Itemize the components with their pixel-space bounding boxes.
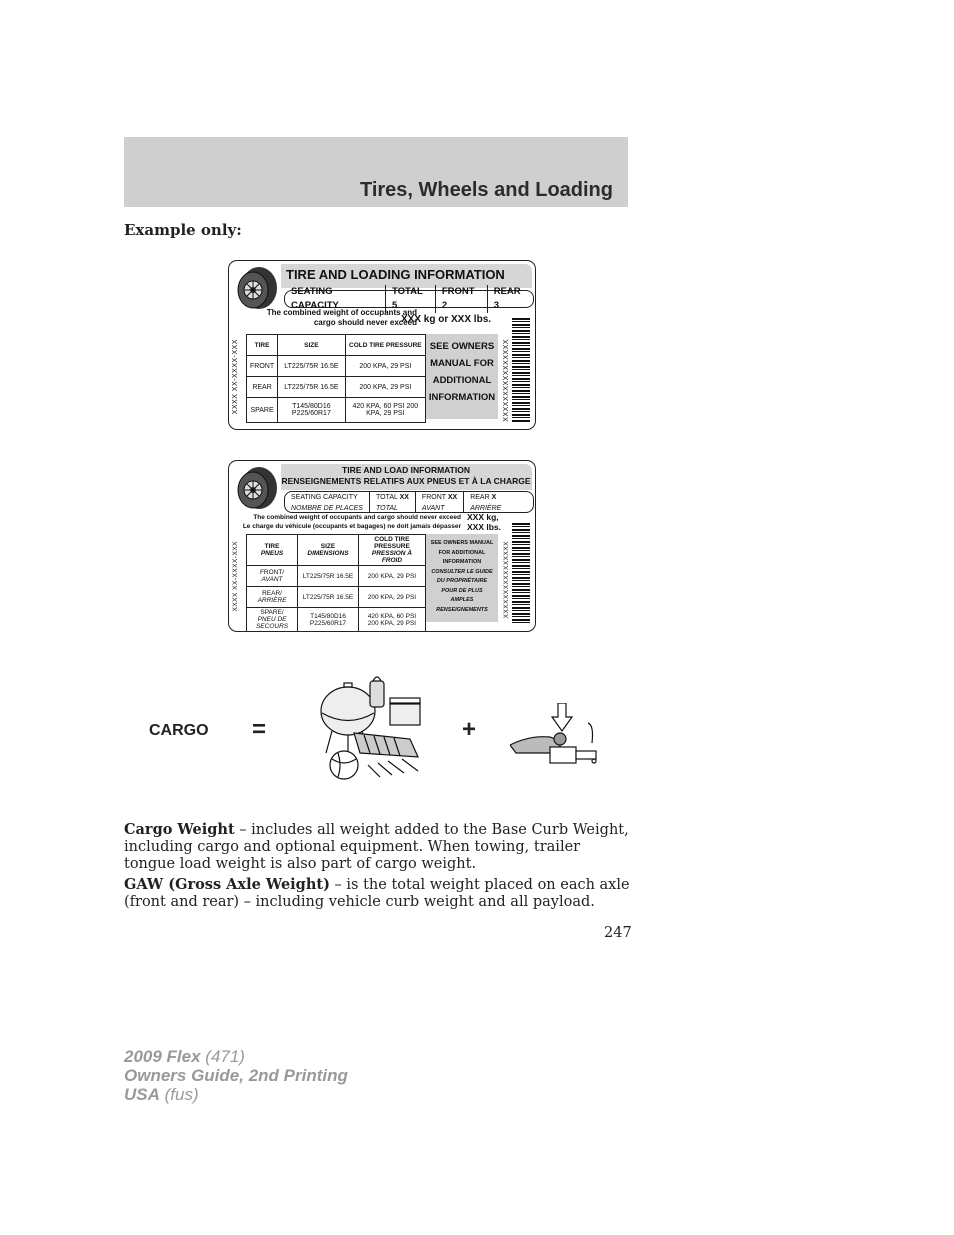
size-cell: LT225/75R 16.5E: [298, 566, 359, 587]
capacity-en: REAR: [470, 494, 490, 501]
see-line: CONSULTER LE GUIDE: [431, 568, 493, 575]
capacity-value: XX: [399, 494, 409, 501]
definition-text: – is the total weight placed on each axle (front and rear) – including vehicle curb weight and all payload.: [124, 877, 630, 910]
pressure-cell: 420 KPA, 60 PSI 200 KPA, 29 PSI: [345, 398, 425, 423]
footer-line-guide: [124, 1066, 348, 1085]
section-title: Tires, Wheels and Loading: [359, 179, 613, 201]
page-number: 247: [604, 925, 632, 941]
example-label: Example only:: [124, 221, 242, 239]
seating-capacity: SEATING CAPACITY: [285, 285, 386, 313]
tire-cell: [247, 566, 298, 587]
capacity-value: X: [491, 494, 497, 501]
table-row: [247, 356, 426, 377]
col-en: TIRE: [264, 543, 280, 550]
col-en: COLD TIRE PRESSURE: [374, 536, 410, 550]
weight-limit-value: [467, 512, 501, 532]
capacity-cell: [464, 491, 507, 513]
col-fr: PNEUS: [260, 550, 284, 557]
table-row: [247, 377, 426, 398]
footer-guide: Owners Guide, 2nd Printing: [124, 1066, 348, 1085]
footer-market: USA: [124, 1085, 160, 1104]
see-line: SEE OWNERS: [429, 341, 495, 352]
plus-sign: +: [462, 716, 477, 743]
see-line: POUR DE PLUS: [441, 587, 483, 594]
tire-cell: SPARE: [247, 398, 278, 423]
barcode-text: XXXXXXXXXXXXXXXX: [503, 541, 510, 619]
pressure-cell: 200 KPA, 29 PSI: [345, 377, 425, 398]
footer-model: 2009 Flex: [124, 1047, 201, 1066]
weight-limit-text: The combined weight of occupants and cargo should never exceed: [266, 308, 417, 327]
equals-sign: =: [252, 716, 267, 743]
capacity-fr: NOMBRE DE PLACES: [291, 505, 363, 512]
capacity-rear: REAR 3: [493, 286, 521, 311]
label-title: [281, 465, 531, 487]
seating-capacity-row: [284, 286, 534, 311]
footer-edition-info: [124, 1047, 348, 1104]
tire-fr: AVANT: [261, 576, 283, 583]
footer-market-code: (fus): [159, 1085, 199, 1104]
section-header-band: [124, 137, 628, 207]
footer-model-code: (471): [200, 1047, 245, 1066]
weight-text-en: The combined weight of occupants and cargo should never exceed: [253, 514, 461, 521]
vertical-code: XXXX XX-XXXX-XXX: [232, 339, 239, 415]
table-row: [247, 398, 426, 423]
footer-line-model: [124, 1047, 348, 1066]
tire-icon: [233, 465, 279, 511]
capacity-fr: ARRIÈRE: [470, 505, 502, 512]
table-header-row: [247, 535, 426, 566]
barcode: [512, 523, 530, 625]
tire-en: REAR/: [262, 590, 282, 597]
weight-limit-text: [233, 513, 461, 531]
col-pressure: COLD TIRE PRESSURE: [345, 335, 425, 356]
table-row: [247, 566, 426, 587]
capacity-value: XX: [447, 494, 458, 501]
capacity-en: SEATING CAPACITY: [291, 494, 358, 501]
capacity-total: TOTAL 5: [386, 285, 436, 313]
cargo-items-illustration: [318, 673, 426, 785]
cargo-weight-paragraph: [124, 821, 630, 873]
col-fr: PRESSION À FROID: [371, 550, 412, 564]
size-cell: LT225/75R 16.5E: [278, 377, 346, 398]
trailer-hitch-illustration: [510, 703, 602, 771]
size-cell: T145/80D16 P225/60R17: [298, 608, 359, 632]
weight-limit-value: XXX kg or XXX lbs.: [401, 314, 492, 325]
tire-fr: PNEU DE SECOURS: [255, 616, 289, 630]
tire-pressure-table: [246, 334, 426, 423]
table-row: [247, 608, 426, 632]
col-fr: DIMENSIONS: [307, 550, 349, 557]
pressure-cell: 200 KPA, 29 PSI: [358, 587, 425, 608]
footer-line-market: [124, 1085, 348, 1104]
see-line: RENSEIGNEMENTS: [436, 606, 488, 613]
vertical-code: XXXX XX-XXXX-XXX: [232, 541, 239, 612]
size-cell: LT225/75R 16.5E: [278, 356, 346, 377]
col-tire: [247, 535, 298, 566]
tire-loading-label-bilingual: [228, 460, 536, 632]
see-line: SEE OWNERS MANUAL: [430, 540, 494, 546]
capacity-cell: [285, 491, 370, 513]
tire-pressure-table: [246, 534, 426, 632]
tire-en: FRONT/: [259, 569, 285, 576]
tire-loading-label-english: [228, 260, 536, 430]
capacity-fr: TOTAL: [375, 505, 398, 512]
title-line-english: TIRE AND LOAD INFORMATION: [342, 465, 470, 475]
tire-cell: REAR: [247, 377, 278, 398]
col-pressure: [358, 535, 425, 566]
pressure-cell: 200 KPA, 29 PSI: [358, 566, 425, 587]
see-line: FOR ADDITIONAL: [438, 549, 486, 556]
capacity-cell: [370, 491, 416, 513]
see-line: MANUAL FOR: [430, 358, 494, 369]
tire-icon: [233, 265, 279, 311]
table-row: [247, 587, 426, 608]
capacity-cell: [416, 491, 464, 513]
pressure-cell: 200 KPA, 29 PSI: [345, 356, 425, 377]
see-owners-manual-box: [426, 334, 498, 419]
see-line: DU PROPRIÉTAIRE: [436, 578, 488, 584]
capacity-en: TOTAL: [375, 494, 398, 501]
barcode-text: XXXXXXXXXXXXXXXX: [503, 339, 510, 422]
see-line: ADDITIONAL: [432, 375, 492, 386]
tire-cell: [247, 587, 298, 608]
label-title: TIRE AND LOADING INFORMATION: [286, 267, 505, 282]
weight-text-fr: Le charge du véhicule (occupants et bagages) ne doit jamais dépasser: [242, 523, 461, 530]
col-tire: TIRE: [247, 335, 278, 356]
cargo-label: CARGO: [149, 722, 209, 739]
col-en: SIZE: [320, 543, 336, 550]
term-cargo-weight: Cargo Weight: [124, 821, 235, 838]
capacity-front: FRONT 2: [436, 285, 488, 313]
col-size: [298, 535, 359, 566]
see-line: INFORMATION: [428, 392, 496, 403]
capacity-en: FRONT: [421, 494, 446, 501]
weight-kg: XXX kg,: [467, 512, 499, 522]
tire-cell: FRONT: [247, 356, 278, 377]
title-line-french: RENSEIGNEMENTS RELATIFS AUX PNEUS ET À LA CHARGE: [281, 476, 531, 486]
size-cell: LT225/75R 16.5E: [298, 587, 359, 608]
definition-text: – includes all weight added to the Base Curb Weight, including cargo and optional equipment. When towing, trailer tongue load weight is also part of cargo weight.: [124, 822, 629, 872]
see-line: INFORMATION: [442, 559, 482, 565]
see-owners-manual-box: [426, 534, 498, 622]
pressure-cell: 420 KPA, 60 PSI 200 KPA, 29 PSI: [358, 608, 425, 632]
tire-fr: ARRIÈRE: [257, 597, 287, 604]
size-cell: T145/80D16 P225/60R17: [278, 398, 346, 423]
see-line: AMPLES: [450, 597, 474, 603]
seating-capacity-row: [284, 491, 534, 513]
tire-cell: [247, 608, 298, 632]
term-gaw: GAW (Gross Axle Weight): [124, 876, 330, 893]
barcode: [512, 318, 530, 423]
col-size: SIZE: [278, 335, 346, 356]
tire-en: SPARE/: [260, 609, 284, 616]
capacity-fr: AVANT: [421, 505, 445, 512]
gaw-paragraph: [124, 876, 630, 911]
table-header-row: [247, 335, 426, 356]
weight-lbs: XXX lbs.: [467, 522, 502, 532]
